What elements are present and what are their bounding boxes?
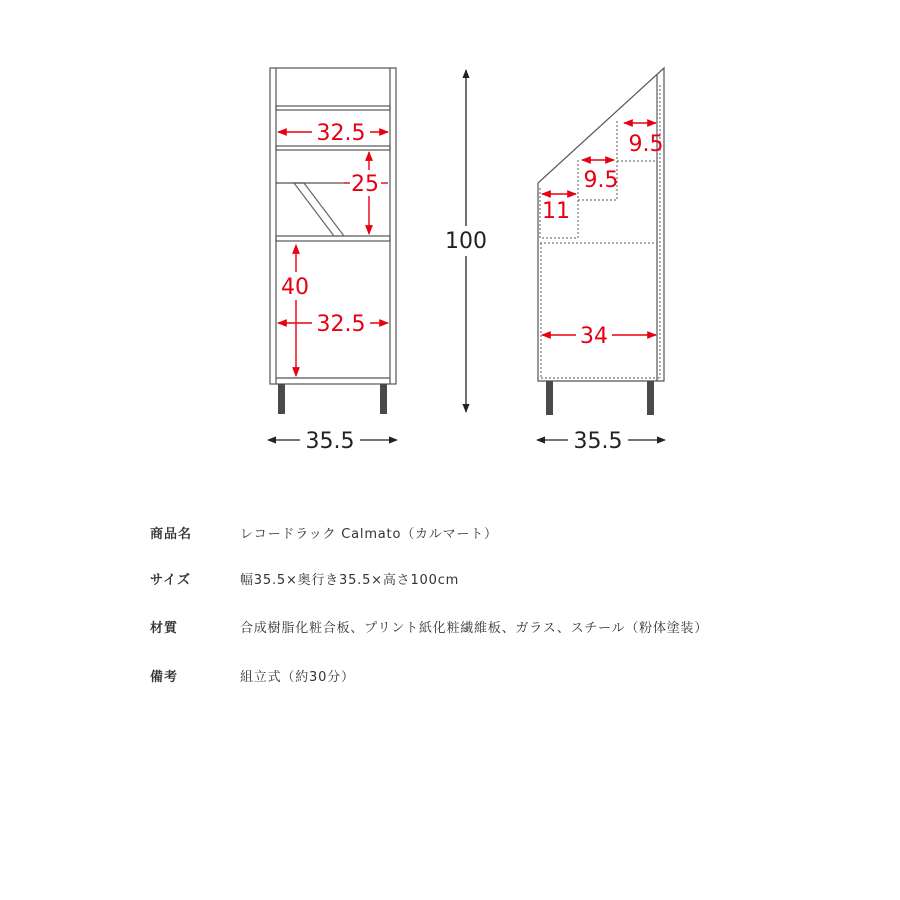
dim-side-inner-depth xyxy=(542,324,656,349)
side-view xyxy=(538,68,664,415)
dim-front-lower-height-label: 40 xyxy=(281,275,309,300)
dim-side-step-bottom-label: 11 xyxy=(542,199,570,224)
dim-overall-height xyxy=(445,70,487,412)
spec-label: 備考 xyxy=(150,669,179,685)
dim-front-overall-width xyxy=(268,429,397,454)
dim-front-lower-width-label: 32.5 xyxy=(316,312,366,337)
spec-value: 組立式（約30分） xyxy=(240,669,355,685)
side-leg-front xyxy=(546,381,553,415)
dim-side-step-bottom xyxy=(542,194,576,224)
dim-front-upper-width-label: 32.5 xyxy=(316,121,366,146)
front-glass-panel xyxy=(294,183,344,236)
dim-side-overall-depth-label: 35.5 xyxy=(573,429,623,454)
dim-side-inner-depth-label: 34 xyxy=(580,324,608,349)
front-view xyxy=(270,68,396,414)
spec-label: 商品名 xyxy=(150,526,193,542)
dim-overall-height-label: 100 xyxy=(445,229,487,254)
spec-value: レコードラック Calmato（カルマート） xyxy=(240,526,498,542)
spec-row-size xyxy=(150,566,850,590)
dim-front-lower-width xyxy=(278,312,388,337)
front-shelf-3 xyxy=(276,236,390,241)
dim-side-step-top-label: 9.5 xyxy=(628,132,664,157)
dim-front-upper-height-label: 25 xyxy=(351,172,379,197)
front-leg-left xyxy=(278,384,285,414)
front-shelf-1 xyxy=(276,106,390,110)
spec-row-notes xyxy=(150,663,850,687)
spec-value: 幅35.5×奥行き35.5×高さ100cm xyxy=(240,572,460,588)
dim-front-upper-height xyxy=(344,152,388,234)
dim-side-overall-depth xyxy=(537,429,665,454)
spec-value: 合成樹脂化粧合板、プリント紙化粧繊維板、ガラス、スチール（粉体塗装） xyxy=(240,620,709,636)
dim-side-step-middle xyxy=(582,160,619,193)
dim-front-overall-width-label: 35.5 xyxy=(305,429,355,454)
front-shelf-2 xyxy=(276,146,390,150)
spec-label: 材質 xyxy=(150,620,179,636)
dim-front-upper-width xyxy=(278,121,388,146)
side-leg-back xyxy=(647,381,654,415)
spec-row-material xyxy=(150,614,850,638)
spec-row-product-name xyxy=(150,520,850,544)
front-leg-right xyxy=(380,384,387,414)
spec-label: サイズ xyxy=(150,572,191,588)
dim-front-lower-height xyxy=(281,245,309,376)
dim-side-step-middle-label: 9.5 xyxy=(583,168,619,193)
